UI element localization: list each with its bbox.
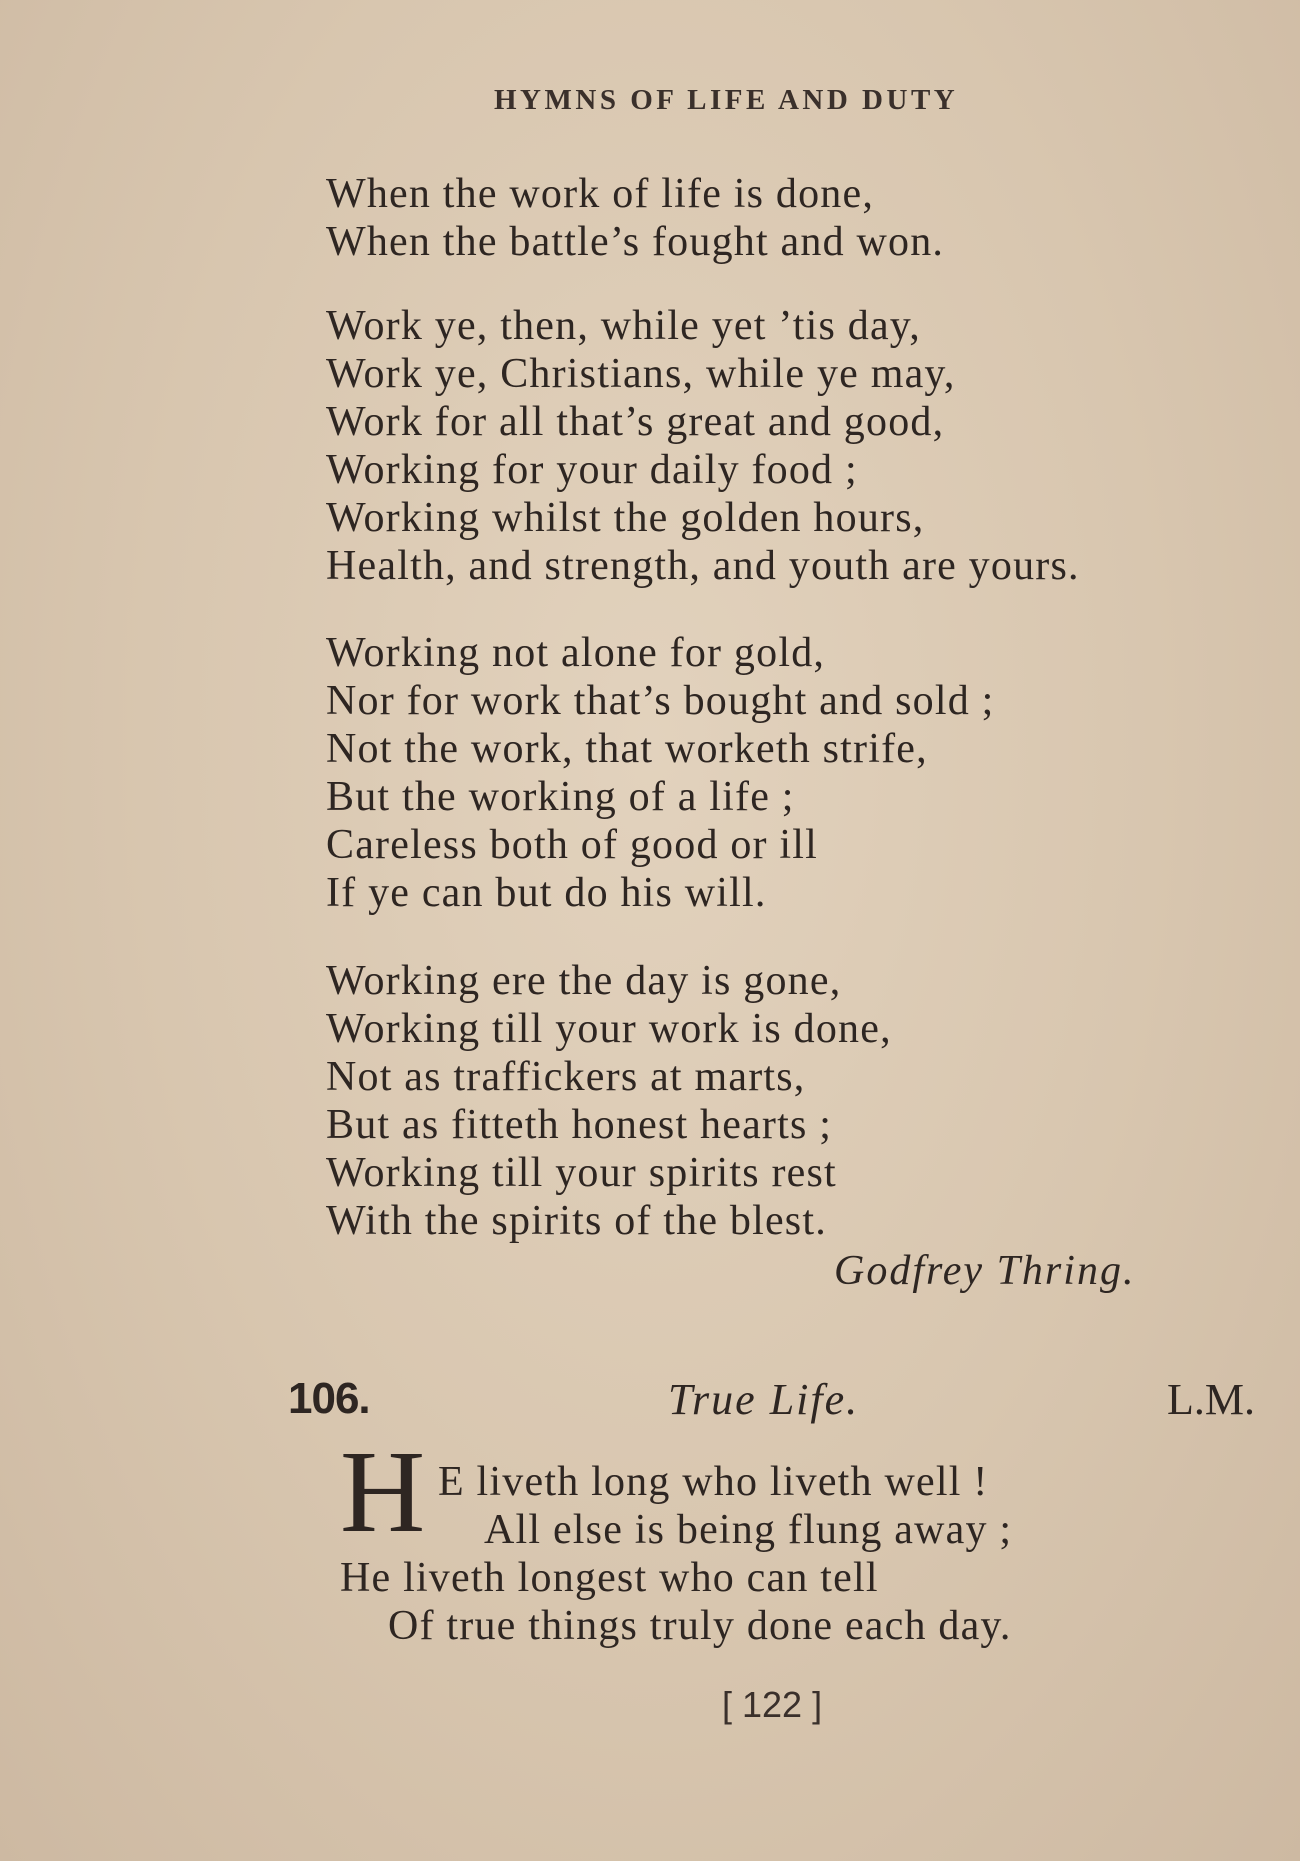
verse-line: Of true things truly done each day.	[388, 1603, 1012, 1649]
verse-line: Working whilst the golden hours,	[326, 495, 925, 541]
running-head: HYMNS OF LIFE AND DUTY	[494, 84, 959, 116]
verse-line: When the work of life is done,	[326, 171, 875, 217]
page-number: [ 122 ]	[722, 1684, 823, 1725]
hymn-meter: L.M.	[1167, 1375, 1255, 1424]
verse-line: Working not alone for gold,	[326, 630, 826, 676]
stanza	[326, 302, 1080, 590]
verse-line: Working till your spirits rest	[326, 1150, 837, 1196]
stanza	[326, 629, 995, 917]
author-attribution: Godfrey Thring.	[834, 1248, 1136, 1294]
verse-line: If ye can but do his will.	[326, 870, 767, 916]
verse-line: Not as traffickers at marts,	[326, 1054, 806, 1100]
drop-cap: H	[340, 1426, 426, 1557]
verse-line: Working for your daily food ;	[326, 447, 858, 493]
verse-line: But as fitteth honest hearts ;	[326, 1102, 833, 1148]
verse-line: Working ere the day is gone,	[326, 958, 842, 1004]
verse-line: E liveth long who liveth well !	[438, 1459, 989, 1505]
verse-line: With the spirits of the blest.	[326, 1198, 827, 1244]
verse-line: Nor for work that’s bought and sold ;	[326, 678, 995, 724]
hymn-verse	[340, 1458, 1012, 1650]
stanza	[326, 957, 892, 1245]
verse-line: But the working of a life ;	[326, 774, 795, 820]
stanza	[326, 170, 944, 266]
verse-line: He liveth longest who can tell	[340, 1555, 879, 1601]
verse-line: All else is being flung away ;	[484, 1507, 1013, 1553]
verse-line: Health, and strength, and youth are yours.	[326, 543, 1080, 589]
hymn-number: 106.	[288, 1374, 370, 1423]
verse-line: Careless both of good or ill	[326, 822, 819, 868]
verse-line: Work for all that’s great and good,	[326, 399, 945, 445]
verse-line: Working till your work is done,	[326, 1006, 892, 1052]
hymn-title: True Life.	[668, 1375, 860, 1424]
verse-line: When the battle’s fought and won.	[326, 219, 945, 265]
verse-line: Work ye, then, while yet ’tis day,	[326, 303, 921, 349]
verse-line: Not the work, that worketh strife,	[326, 726, 928, 772]
verse-line: Work ye, Christians, while ye may,	[326, 351, 956, 397]
